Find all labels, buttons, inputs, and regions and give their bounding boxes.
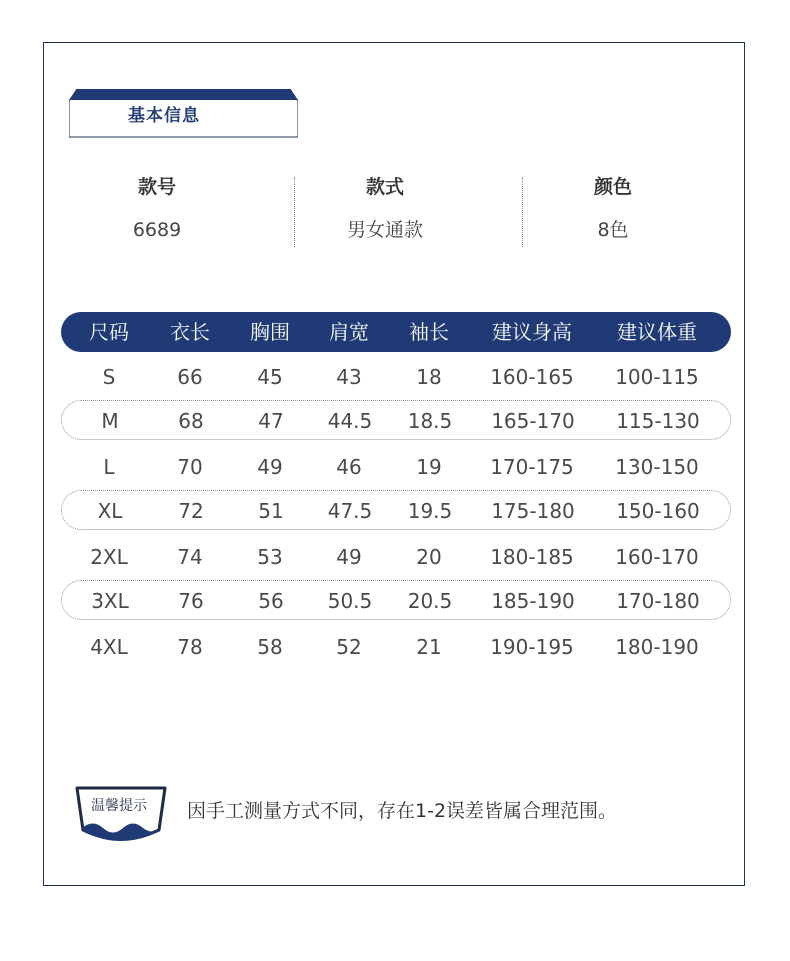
basic-info bbox=[43, 170, 745, 250]
tip-badge bbox=[73, 786, 171, 846]
table-row bbox=[61, 627, 731, 667]
cell-shoulder: 43 bbox=[336, 365, 362, 389]
cell-chest: 56 bbox=[258, 589, 284, 613]
info-value: 男女通款 bbox=[346, 219, 423, 241]
cell-size: S bbox=[102, 365, 116, 389]
cell-shoulder: 47.5 bbox=[327, 499, 373, 523]
cell-weight: 115-130 bbox=[616, 409, 700, 433]
cell-length: 76 bbox=[178, 589, 204, 613]
cell-chest: 47 bbox=[258, 409, 284, 433]
info-style bbox=[271, 170, 499, 250]
cell-size: 4XL bbox=[90, 635, 128, 659]
cell-sleeve: 20.5 bbox=[407, 589, 453, 613]
cell-sleeve: 21 bbox=[416, 635, 442, 659]
cell-weight: 160-170 bbox=[615, 545, 699, 569]
cell-chest: 51 bbox=[258, 499, 284, 523]
cell-shoulder: 46 bbox=[336, 455, 362, 479]
cell-sleeve: 18 bbox=[416, 365, 442, 389]
cell-chest: 58 bbox=[257, 635, 283, 659]
cell-sleeve: 19.5 bbox=[407, 499, 453, 523]
cell-height: 180-185 bbox=[490, 545, 574, 569]
cell-length: 72 bbox=[178, 499, 204, 523]
cell-shoulder: 49 bbox=[336, 545, 362, 569]
header-chest: 胸围 bbox=[250, 320, 290, 344]
table-row bbox=[61, 400, 731, 440]
cell-chest: 45 bbox=[257, 365, 283, 389]
info-divider bbox=[294, 177, 295, 247]
tip-text: 因手工测量方式不同，存在1-2误差皆属合理范围。 bbox=[187, 800, 618, 822]
header-sleeve: 袖长 bbox=[409, 320, 449, 344]
cell-size: 2XL bbox=[90, 545, 128, 569]
table-row bbox=[61, 537, 731, 577]
info-style-number bbox=[43, 170, 271, 250]
tip-badge-label: 温馨提示 bbox=[91, 798, 147, 814]
cell-length: 78 bbox=[177, 635, 203, 659]
header-weight: 建议体重 bbox=[617, 320, 697, 344]
cell-weight: 100-115 bbox=[615, 365, 699, 389]
header-shoulder: 肩宽 bbox=[329, 320, 369, 344]
info-key: 颜色 bbox=[593, 176, 632, 198]
cell-length: 70 bbox=[177, 455, 203, 479]
cell-size: 3XL bbox=[91, 589, 129, 613]
info-value: 8色 bbox=[597, 219, 629, 241]
cell-chest: 49 bbox=[257, 455, 283, 479]
section-title: 基本信息 bbox=[128, 106, 200, 126]
table-row bbox=[61, 490, 731, 530]
size-table-header bbox=[61, 312, 731, 352]
cell-weight: 130-150 bbox=[615, 455, 699, 479]
cell-size: L bbox=[103, 455, 115, 479]
cell-height: 165-170 bbox=[491, 409, 575, 433]
cell-length: 66 bbox=[177, 365, 203, 389]
cell-size: M bbox=[101, 409, 119, 433]
cell-shoulder: 52 bbox=[336, 635, 362, 659]
info-key: 款式 bbox=[365, 176, 404, 198]
table-row bbox=[61, 580, 731, 620]
cell-height: 160-165 bbox=[490, 365, 574, 389]
cell-length: 74 bbox=[177, 545, 203, 569]
header-height: 建议身高 bbox=[492, 320, 572, 344]
info-value: 6689 bbox=[132, 219, 182, 241]
cell-weight: 180-190 bbox=[615, 635, 699, 659]
header-length: 衣长 bbox=[170, 320, 210, 344]
cell-sleeve: 18.5 bbox=[407, 409, 453, 433]
info-key: 款号 bbox=[137, 176, 176, 198]
header-size: 尺码 bbox=[89, 320, 129, 344]
cell-sleeve: 19 bbox=[416, 455, 442, 479]
cell-height: 175-180 bbox=[491, 499, 575, 523]
cell-sleeve: 20 bbox=[416, 545, 442, 569]
cell-height: 185-190 bbox=[491, 589, 575, 613]
cell-size: XL bbox=[97, 499, 123, 523]
cell-height: 190-195 bbox=[490, 635, 574, 659]
table-row bbox=[61, 447, 731, 487]
cell-weight: 150-160 bbox=[616, 499, 700, 523]
cell-shoulder: 44.5 bbox=[327, 409, 373, 433]
cell-height: 170-175 bbox=[490, 455, 574, 479]
cell-weight: 170-180 bbox=[616, 589, 700, 613]
info-color bbox=[499, 170, 727, 250]
cell-chest: 53 bbox=[257, 545, 283, 569]
cell-shoulder: 50.5 bbox=[327, 589, 373, 613]
info-divider bbox=[522, 177, 523, 247]
section-tab bbox=[69, 89, 298, 138]
table-row bbox=[61, 357, 731, 397]
cell-length: 68 bbox=[178, 409, 204, 433]
